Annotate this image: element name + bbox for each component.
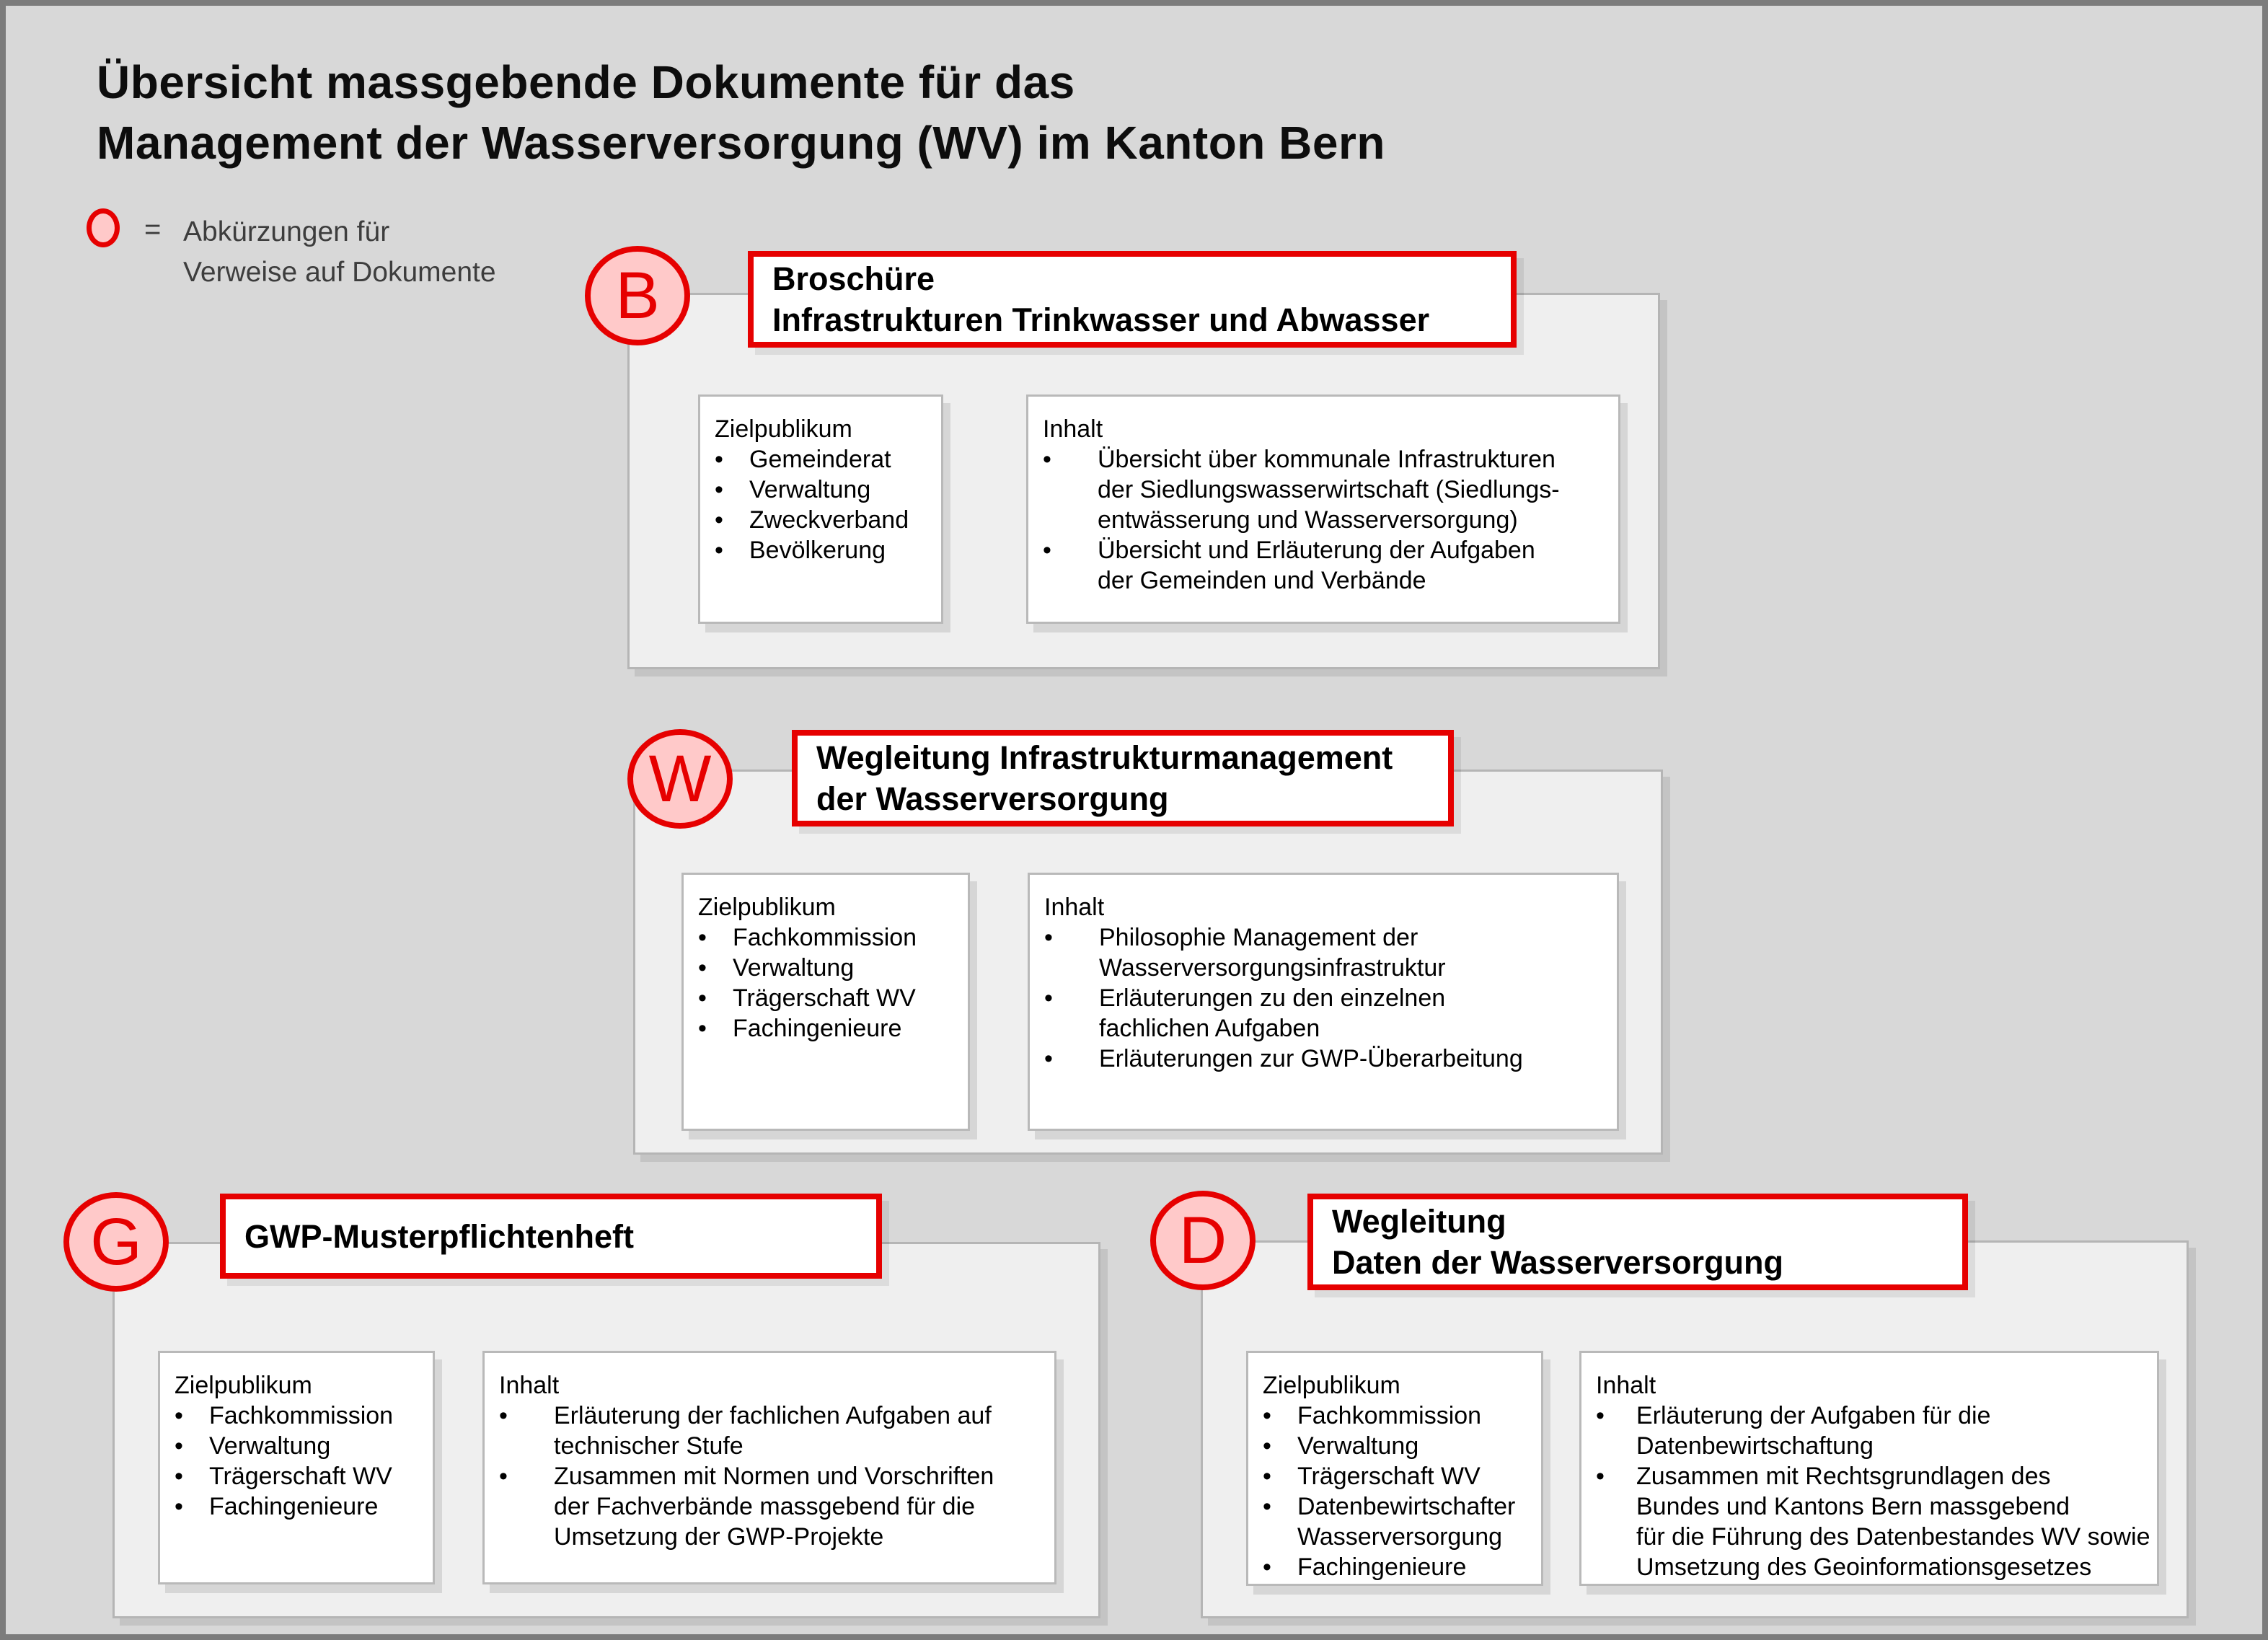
bullet-icon: • <box>1044 1045 1053 1072</box>
bullet-text: Trägerschaft WV <box>733 984 916 1012</box>
page-title <box>97 52 1385 173</box>
bullet-item <box>1044 922 1608 983</box>
bullet-icon: • <box>715 446 723 473</box>
content-box <box>482 1351 1056 1584</box>
bullet-icon: • <box>1263 1553 1271 1581</box>
bullet-item <box>175 1491 424 1522</box>
audience-box <box>158 1351 435 1584</box>
bullet-icon: • <box>698 1015 707 1042</box>
content-list <box>1596 1401 2148 1582</box>
section-title-box <box>792 730 1454 826</box>
bullet-icon: • <box>698 924 707 951</box>
page-title-line-1: Übersicht massgebende Dokumente für das <box>97 56 1075 108</box>
section-title-line: der Wasserversorgung <box>816 780 1169 817</box>
bullet-item <box>1263 1431 1532 1461</box>
section-title-line: Infrastrukturen Trinkwasser und Abwasser <box>772 301 1430 338</box>
badge-letter: G <box>90 1204 142 1279</box>
bullet-text: Zusammen mit Rechtsgrundlagen des Bundes und Kantons Bern massgebend für die Führung des Datenbestandes WV sowie Umsetzung des Geoinformationsgesetzes <box>1636 1463 2150 1581</box>
bullet-text: Übersicht und Erläuterung der Aufgaben der Gemeinden und Verbände <box>1098 537 1535 594</box>
bullet-text: Zweckverband <box>749 506 909 534</box>
bullet-icon: • <box>175 1402 183 1429</box>
section-title-line: Broschüre <box>772 260 935 297</box>
bullet-item <box>175 1431 424 1461</box>
bullet-item <box>715 505 932 535</box>
bullet-icon: • <box>1263 1402 1271 1429</box>
abbreviation-badge <box>627 729 733 829</box>
bullet-item <box>698 953 959 983</box>
bullet-text: Fachingenieure <box>209 1493 379 1520</box>
bullet-text: Fachkommission <box>733 924 917 951</box>
bullet-text: Fachkommission <box>209 1402 394 1429</box>
bullet-icon: • <box>1596 1463 1605 1490</box>
bullet-text: Datenbewirtschafter Wasserversorgung <box>1297 1493 1516 1551</box>
content-heading: Inhalt <box>499 1372 560 1399</box>
content-box <box>1026 394 1620 624</box>
bullet-item <box>698 983 959 1013</box>
bullet-icon: • <box>715 506 723 534</box>
bullet-text: Trägerschaft WV <box>209 1463 392 1490</box>
bullet-icon: • <box>1596 1402 1605 1429</box>
abbreviation-badge <box>63 1192 169 1292</box>
bullet-text: Verwaltung <box>749 476 871 503</box>
section-title-line: GWP-Musterpflichtenheft <box>244 1217 634 1255</box>
section-title-box <box>220 1194 882 1279</box>
content-heading: Inhalt <box>1596 1372 1656 1399</box>
bullet-item <box>175 1401 424 1431</box>
bullet-item <box>1263 1461 1532 1491</box>
bullet-item <box>175 1461 424 1491</box>
bullet-item <box>715 535 932 565</box>
bullet-item <box>1043 444 1610 535</box>
bullet-icon: • <box>1044 924 1053 951</box>
section-title-line: Wegleitung Infrastrukturmanagement <box>816 739 1393 776</box>
bullet-icon: • <box>715 476 723 503</box>
bullet-item <box>1596 1401 2148 1461</box>
bullet-item <box>1263 1552 1532 1582</box>
audience-box <box>1246 1351 1543 1586</box>
bullet-icon: • <box>698 954 707 982</box>
bullet-icon: • <box>175 1493 183 1520</box>
bullet-item <box>499 1401 1046 1461</box>
bullet-icon: • <box>1044 984 1053 1012</box>
audience-list <box>175 1401 424 1522</box>
bullet-text: Verwaltung <box>209 1432 331 1460</box>
bullet-text: Verwaltung <box>1297 1432 1419 1460</box>
legend-label <box>183 212 496 293</box>
abbreviation-badge <box>1150 1191 1256 1290</box>
badge-letter: D <box>1178 1203 1227 1277</box>
bullet-text: Fachingenieure <box>1297 1553 1467 1581</box>
abbreviation-badge <box>585 246 690 345</box>
section-title-box <box>1307 1194 1968 1290</box>
bullet-text: Fachingenieure <box>733 1015 902 1042</box>
bullet-icon: • <box>1263 1463 1271 1490</box>
bullet-item <box>1263 1401 1532 1431</box>
bullet-text: Trägerschaft WV <box>1297 1463 1481 1490</box>
badge-letter: B <box>615 258 660 332</box>
legend-circle-icon <box>87 208 120 247</box>
audience-list <box>698 922 959 1044</box>
bullet-icon: • <box>1263 1432 1271 1460</box>
bullet-text: Erläuterungen zur GWP-Überarbeitung <box>1099 1045 1523 1072</box>
section-title-box <box>748 251 1517 348</box>
bullet-text: Zusammen mit Normen und Vorschriften der Fachverbände massgebend für die Umsetzung der GWP-Projekte <box>554 1463 994 1551</box>
bullet-text: Philosophie Management der Wasserversorgungsinfrastruktur <box>1099 924 1446 982</box>
content-list <box>499 1401 1046 1552</box>
bullet-text: Erläuterung der Aufgaben für die Datenbewirtschaftung <box>1636 1402 1991 1460</box>
bullet-icon: • <box>175 1432 183 1460</box>
bullet-icon: • <box>175 1463 183 1490</box>
bullet-item <box>1044 1044 1608 1074</box>
page-title-line-2: Management der Wasserversorgung (WV) im Kanton Bern <box>97 117 1385 169</box>
bullet-item <box>1044 983 1608 1044</box>
bullet-text: Erläuterungen zu den einzelnen fachlichen Aufgaben <box>1099 984 1446 1042</box>
bullet-text: Fachkommission <box>1297 1402 1482 1429</box>
bullet-icon: • <box>499 1463 508 1490</box>
audience-heading: Zielpublikum <box>1263 1372 1400 1399</box>
bullet-text: Erläuterung der fachlichen Aufgaben auf technischer Stufe <box>554 1402 992 1460</box>
bullet-text: Verwaltung <box>733 954 855 982</box>
bullet-item <box>1263 1491 1532 1552</box>
bullet-item <box>715 444 932 475</box>
bullet-text: Bevölkerung <box>749 537 886 564</box>
content-box <box>1028 873 1619 1131</box>
bullet-item <box>1043 535 1610 596</box>
content-box <box>1579 1351 2159 1586</box>
content-heading: Inhalt <box>1043 415 1103 443</box>
bullet-icon: • <box>715 537 723 564</box>
legend-equals-sign: = <box>144 213 162 245</box>
bullet-item <box>499 1461 1046 1552</box>
audience-list <box>715 444 932 565</box>
content-list <box>1043 444 1610 596</box>
audience-box <box>681 873 970 1131</box>
audience-heading: Zielpublikum <box>715 415 852 443</box>
bullet-icon: • <box>1043 537 1051 564</box>
bullet-item <box>698 922 959 953</box>
audience-box <box>698 394 943 624</box>
legend-label-line-1: Abkürzungen für <box>183 216 390 247</box>
bullet-icon: • <box>1263 1493 1271 1520</box>
bullet-text: Gemeinderat <box>749 446 891 473</box>
content-list <box>1044 922 1608 1074</box>
bullet-icon: • <box>1043 446 1051 473</box>
bullet-icon: • <box>499 1402 508 1429</box>
audience-heading: Zielpublikum <box>698 894 836 921</box>
legend-label-line-2: Verweise auf Dokumente <box>183 257 496 288</box>
bullet-text: Übersicht über kommunale Infrastrukturen der Siedlungswasserwirtschaft (Siedlungs- entwässerung und Wasserversorgung) <box>1098 446 1560 534</box>
section-title-line: Wegleitung <box>1332 1203 1506 1240</box>
audience-list <box>1263 1401 1532 1582</box>
bullet-icon: • <box>698 984 707 1012</box>
badge-letter: W <box>648 741 712 816</box>
content-heading: Inhalt <box>1044 894 1105 921</box>
bullet-item <box>698 1013 959 1044</box>
bullet-item <box>1596 1461 2148 1582</box>
audience-heading: Zielpublikum <box>175 1372 312 1399</box>
section-title-line: Daten der Wasserversorgung <box>1332 1244 1784 1281</box>
bullet-item <box>715 475 932 505</box>
